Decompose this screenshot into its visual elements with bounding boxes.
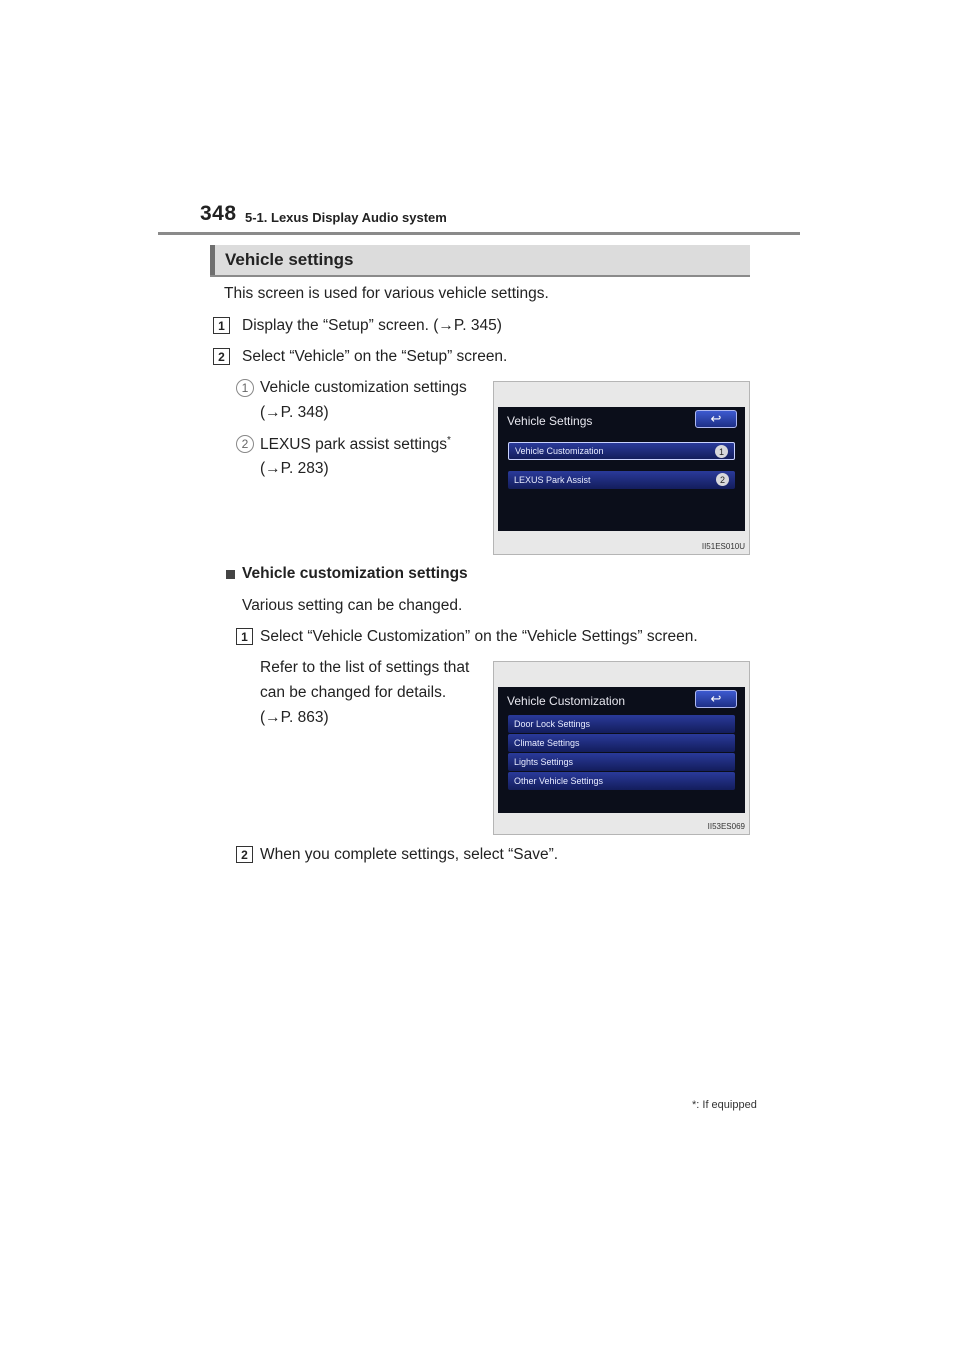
step-badge: 1 — [213, 317, 230, 334]
step-text: Display the “Setup” screen. (→P. 345) — [242, 317, 502, 334]
callout-ref: (→P. 283) — [260, 460, 329, 477]
callout-text — [260, 435, 451, 454]
header-rule — [158, 232, 800, 235]
refer-text: can be changed for details. — [260, 684, 447, 701]
section-rule — [210, 275, 750, 277]
step-text: Select “Vehicle Customization” on the “Vehicle Settings” screen. — [260, 628, 698, 645]
section-bar — [210, 245, 750, 275]
door-lock-settings-button: Door Lock Settings — [508, 715, 735, 733]
callout-number: 2 — [236, 435, 254, 453]
footnote-text: : If equipped — [696, 1099, 757, 1111]
asterisk-mark: * — [446, 435, 451, 446]
subsection-title: Vehicle customization settings — [242, 565, 468, 582]
section-title: Vehicle settings — [225, 250, 354, 269]
screenshot-vehicle-settings — [493, 381, 750, 555]
square-bullet-icon — [226, 570, 235, 579]
callout-number: 1 — [236, 379, 254, 397]
callout-bubble: 2 — [716, 473, 729, 486]
intro-text: This screen is used for various vehicle settings. — [224, 285, 549, 302]
back-icon: ↩ — [695, 410, 737, 428]
refer-ref: (→P. 863) — [260, 709, 329, 726]
button-label: LEXUS Park Assist — [514, 475, 591, 485]
footnote — [692, 1099, 757, 1111]
section-breadcrumb: 5-1. Lexus Display Audio system — [245, 210, 447, 225]
button-label: Vehicle Customization — [515, 446, 604, 456]
other-vehicle-settings-button: Other Vehicle Settings — [508, 772, 735, 790]
screenshot-vehicle-customization — [493, 661, 750, 835]
image-code: II51ES010U — [701, 542, 745, 551]
screen-title: Vehicle Settings — [507, 414, 593, 428]
lexus-park-assist-button — [508, 471, 735, 489]
subsection-desc: Various setting can be changed. — [242, 597, 463, 614]
footnote-mark: * — [692, 1099, 697, 1111]
screen-title: Vehicle Customization — [507, 694, 626, 708]
screen-display — [498, 687, 745, 813]
step-badge: 1 — [236, 628, 253, 645]
refer-text: Refer to the list of settings that — [260, 659, 470, 676]
image-code: II53ES069 — [707, 822, 745, 831]
callout-label: LEXUS park assist settings — [260, 436, 447, 454]
callout-bubble: 1 — [715, 445, 728, 458]
vehicle-customization-button — [508, 442, 735, 460]
callout-ref: (→P. 348) — [260, 404, 329, 421]
step-badge: 2 — [213, 348, 230, 365]
screen-display — [498, 407, 745, 531]
lights-settings-button: Lights Settings — [508, 753, 735, 771]
step-text: When you complete settings, select “Save”. — [260, 846, 559, 863]
callout-text: Vehicle customization settings — [260, 379, 467, 396]
climate-settings-button: Climate Settings — [508, 734, 735, 752]
step-badge: 2 — [236, 846, 253, 863]
step-text: Select “Vehicle” on the “Setup” screen. — [242, 348, 508, 365]
back-icon: ↩ — [695, 690, 737, 708]
page-number: 348 — [200, 202, 237, 225]
